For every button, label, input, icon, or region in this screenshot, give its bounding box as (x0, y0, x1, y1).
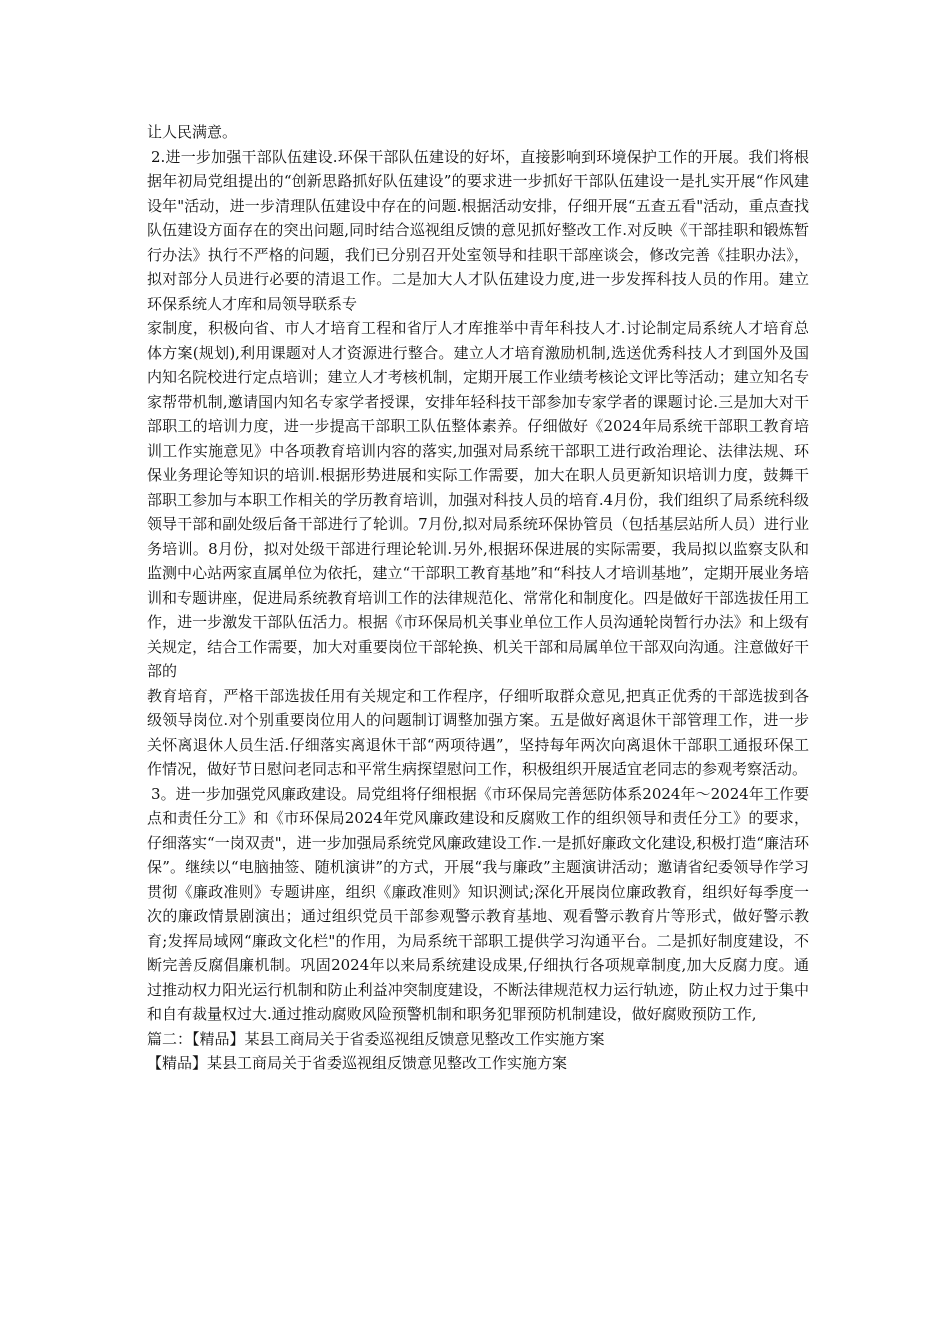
paragraph-closing-line: 让人民满意。 (147, 123, 238, 141)
document-title-line: 【精品】某县工商局关于省委巡视组反馈意见整改工作实施方案 (147, 1054, 568, 1072)
document-body (147, 120, 809, 1076)
paragraph-talent-and-training: 家制度，积极向省、市人才培育工程和省厅人才库推举中青年科技人才.讨论制定局系统人才培育总体方案(规划),利用课题对人才资源进行整合。建立人才培育激励机制,选送优秀科技人才到国外及国内知名院校进行定点培训；建立人才考核机制，定期开展工作业绩考核论文评比等活动；建立知名专家帮带机制,邀请国内知名专家学者授课，安排年轻科技干部参加专家学者的课题讨论.三是加大对干部职工的培训力度，进一步提高干部职工队伍整体素养。仔细做好《2024年局系统干部职工教育培训工作实施意见》中各项教育培训内容的落实,加强对局系统干部职工进行政治理论、法律法规、环保业务理论等知识的培训.根据形势进展和实际工作需要，加大在职人员更新知识培训力度，鼓舞干部职工参加与本职工作相关的学历教育培训，加强对科技人员的培育.4月份，我们组织了局系统科级领导干部和副处级后备干部进行了轮训。7月份,拟对局系统环保协管员（包括基层站所人员）进行业务培训。8月份，拟对处级干部进行理论轮训.另外,根据环保进展的实际需要，我局拟以监察支队和监测中心站两家直属单位为依托，建立“干部职工教育基地”和“科技人才培训基地”，定期开展业务培训和专题讲座，促进局系统教育培训工作的法律规范化、常常化和制度化。四是做好干部选拔任用工作，进一步激发干部队伍活力。根据《市环保局机关事业单位工作人员沟通轮岗暂行办法》和上级有关规定，结合工作需要，加大对重要岗位干部轮换、机关干部和局属单位干部双向沟通。注意做好干部的 (147, 319, 809, 680)
section-heading-part-two: 篇二：【精品】某县工商局关于省委巡视组反馈意见整改工作实施方案 (147, 1029, 605, 1048)
paragraph-retired-cadres: 教育培育，严格干部选拔任用有关规定和工作程序，仔细听取群众意见,把真正优秀的干部选拔到各级领导岗位.对个别重要岗位用人的问题制订调整加强方案。五是做好离退休干部管理工作，进一步关怀离退休人员生活.仔细落实离退休干部“两项待遇”，坚持每年两次向离退休干部职工通报环保工作情况，做好节日慰问老同志和平常生病探望慰问工作，积极组织开展适宜老同志的参观考察活动。 (147, 686, 809, 778)
paragraph-clean-government: 3。进一步加强党风廉政建设。局党组将仔细根据《市环保局完善惩防体系2024年～2024年工作要点和责任分工》和《市环保局2024年党风廉政建设和反腐败工作的组织领导和责任分工》的要求，仔细落实“一岗双责"，进一步加强局系统党风廉政建设工作.一是抓好廉政文化建设,积极打造“廉洁环保”。继续以“电脑抽签、随机演讲”的方式，开展“我与廉政”主题演讲活动；邀请省纪委领导作学习贯彻《廉政准则》专题讲座，组织《廉政准则》知识测试;深化开展岗位廉政教育，组织好每季度一次的廉政情景剧演出；通过组织党员干部参观警示教育基地、观看警示教育片等形式，做好警示教育;发挥局域网“廉政文化栏"的作用，为局系统干部职工提供学习沟通平台。二是抓好制度建设，不断完善反腐倡廉机制。巩固2024年以来局系统建设成果,仔细执行各项规章制度,加大反腐力度。通过推动权力阳光运行机制和防止利益冲突制度建设，不断法律规范权力运行轨迹，防止权力过于集中和自有裁量权过大.通过推动腐败风险预警机制和职务犯罪预防机制建设，做好腐败预防工作, (147, 784, 809, 1023)
paragraph-cadre-team-building: 2.进一步加强干部队伍建设.环保干部队伍建设的好坏，直接影响到环境保护工作的开展。我们将根据年初局党组提出的“创新思路抓好队伍建设”的要求进一步抓好干部队伍建设一是扎实开展“作风建设年"活动，进一步清理队伍建设中存在的问题.根据活动安排，仔细开展“五查五看"活动，重点查找队伍建设方面存在的突出问题,同时结合巡视组反馈的意见抓好整改工作.对反映《干部挂职和锻炼暂行办法》执行不严格的问题，我们已分别召开处室领导和挂职干部座谈会，修改完善《挂职办法》，拟对部分人员进行必要的清退工作。二是加大人才队伍建设力度,进一步发挥科技人员的作用。建立环保系统人才库和局领导联系专 (147, 147, 809, 313)
